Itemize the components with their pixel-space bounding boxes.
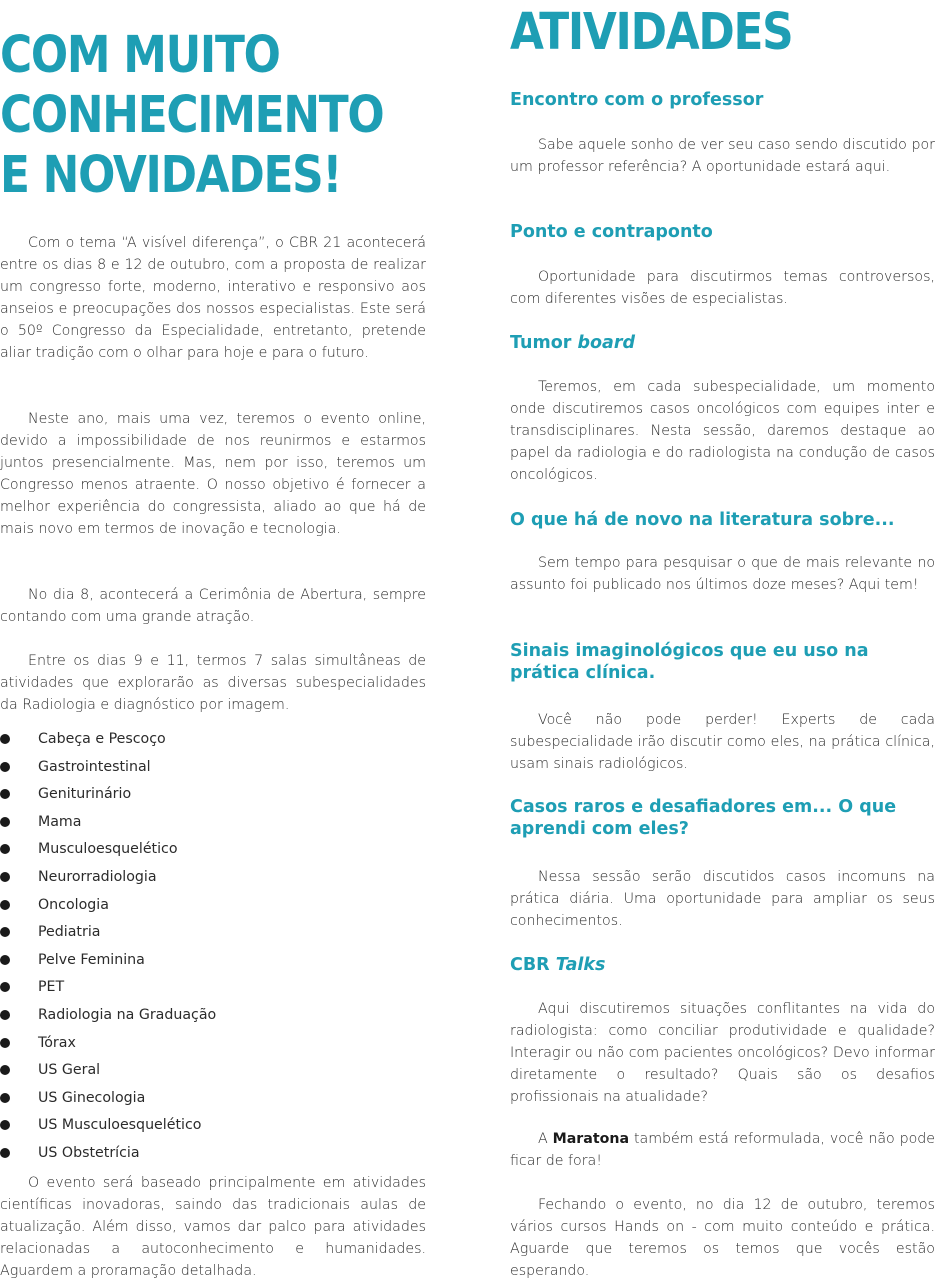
- bullet-icon: [0, 1148, 10, 1158]
- bullet-icon: [0, 817, 10, 827]
- section-text-literatura: Sem tempo para pesquisar o que de mais relevante no assunto foi publicado nos últimos doze meses? Aqui tem!: [510, 555, 935, 593]
- bullet-icon: [0, 844, 10, 854]
- list-item: Neurorradiologia: [0, 866, 426, 894]
- list-item: Mama: [0, 811, 426, 839]
- list-item: Gastrointestinal: [0, 756, 426, 784]
- section-title-casos-raros: Casos raros e desafiadores em... O que aprendi com eles?: [510, 797, 897, 839]
- bullet-icon: [0, 872, 10, 882]
- bullet-icon: [0, 927, 10, 937]
- list-item: PET: [0, 976, 426, 1004]
- section-text-cbr-talks: Aqui discutiremos situações conflitantes na vida do radiologista: como conciliar produtividade e qualidade? Interagir ou não com pacientes oncológicos? Devo informar diretamente o resultado? Quais são os desafios profissionais na atualidade?: [510, 1001, 935, 1105]
- bullet-icon: [0, 1065, 10, 1075]
- bullet-icon: [0, 955, 10, 965]
- bullet-icon: [0, 734, 10, 744]
- list-item: US Obstetrícia: [0, 1142, 426, 1170]
- bullet-icon: [0, 762, 10, 772]
- headline-line-1: COM MUITO: [0, 26, 280, 85]
- online-paragraph: Neste ano, mais uma vez, teremos o evento online, devido a impossibilidade de nos reunirmos e estarmos juntos presencialmente. Mas, nem por isso, teremos um Congresso menos atraente. O nosso objetivo é fornecer a melhor experiência do congressista, aliado ao que há de mais novo em termos de inovação e tecnologia.: [0, 411, 426, 537]
- bullet-icon: [0, 789, 10, 799]
- section-title-encontro: Encontro com o professor: [510, 90, 764, 110]
- list-item: US Musculoesquelético: [0, 1114, 426, 1142]
- section-title-literatura: O que há de novo na literatura sobre...: [510, 510, 895, 530]
- headline-line-2: CONHECIMENTO: [0, 86, 384, 145]
- list-item: Oncologia: [0, 894, 426, 922]
- section-title-cbr-talks: CBR Talks: [510, 955, 606, 975]
- list-item: Pelve Feminina: [0, 949, 426, 977]
- list-item: Pediatria: [0, 921, 426, 949]
- section-title-sinais: Sinais imaginológicos que eu uso na prática clínica.: [510, 641, 869, 683]
- section-text-casos-raros: Nessa sessão serão discutidos casos incomuns na prática diária. Uma oportunidade para ampliar os seus conhecimentos.: [510, 869, 935, 929]
- section-text-ponto: Oportunidade para discutirmos temas controversos, com diferentes visões de especialistas.: [510, 269, 935, 307]
- final-paragraph: Fechando o evento, no dia 12 de outubro, teremos vários cursos Hands on - com muito conteúdo e prática. Aguarde que teremos os temos que vocês estão esperando.: [510, 1197, 935, 1279]
- intro-paragraph: Com o tema “A visível diferença”, o CBR 21 acontecerá entre os dias 8 e 12 de outubro, com a proposta de realizar um congresso forte, moderno, interativo e responsivo aos anseios e preocupações dos nossos especialistas. Este será o 50º Congresso da Especialidade, entretanto, pretende aliar tradição com o olhar para hoje e para o futuro.: [0, 235, 426, 361]
- section-title-tumor-board: Tumor board: [510, 333, 635, 353]
- opening-paragraph: No dia 8, acontecerá a Cerimônia de Abertura, sempre contando com uma grande atração.: [0, 587, 426, 625]
- maratona-paragraph: A Maratona também está reformulada, você não pode ficar de fora!: [510, 1131, 935, 1169]
- bullet-icon: [0, 1038, 10, 1048]
- list-item: US Ginecologia: [0, 1087, 426, 1115]
- bullet-icon: [0, 900, 10, 910]
- list-item: Radiologia na Graduação: [0, 1004, 426, 1032]
- section-title-ponto: Ponto e contraponto: [510, 222, 713, 242]
- subspecialty-list: [0, 728, 426, 1170]
- main-headline: [0, 26, 430, 206]
- section-text-tumor-board: Teremos, em cada subespecialidade, um momento onde discutiremos casos oncológicos com equipes inter e transdisciplinares. Nesta sessão, daremos destaque ao papel da radiologia e do radiologista na condução de casos oncológicos.: [510, 379, 935, 483]
- list-item: Geniturinário: [0, 783, 426, 811]
- rooms-paragraph: Entre os dias 9 e 11, termos 7 salas simultâneas de atividades que explorarão as diversas subespecialidades da Radiologia e diagnóstico por imagem.: [0, 653, 426, 713]
- list-item: US Geral: [0, 1059, 426, 1087]
- activities-headline: ATIVIDADES: [510, 3, 793, 62]
- section-text-encontro: Sabe aquele sonho de ver seu caso sendo discutido por um professor referência? A oportunidade estará aqui.: [510, 137, 935, 175]
- section-text-sinais: Você não pode perder! Experts de cada subespecialidade irão discutir como eles, na prática clínica, usam sinais radiológicos.: [510, 712, 935, 772]
- bullet-icon: [0, 1010, 10, 1020]
- bullet-icon: [0, 1120, 10, 1130]
- list-item: Tórax: [0, 1032, 426, 1060]
- bullet-icon: [0, 1093, 10, 1103]
- closing-paragraph: O evento será baseado principalmente em atividades científicas inovadoras, saindo das tradicionais aulas de atualização. Além disso, vamos dar palco para atividades relacionadas a autoconhecimento e humanidades. Aguardem a proramação detalhada.: [0, 1175, 426, 1279]
- headline-line-3: E NOVIDADES!: [0, 146, 342, 205]
- bullet-icon: [0, 982, 10, 992]
- list-item: Cabeça e Pescoço: [0, 728, 426, 756]
- list-item: Musculoesquelético: [0, 838, 426, 866]
